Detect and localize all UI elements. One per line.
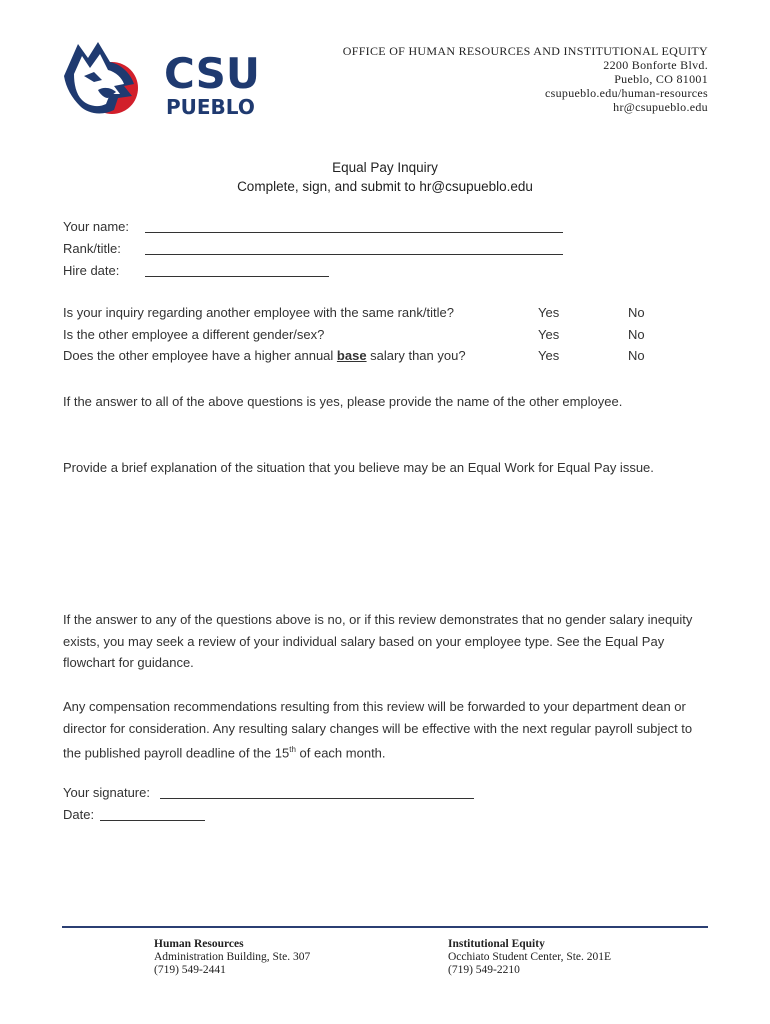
question-3-yes[interactable]: Yes — [538, 348, 560, 363]
question-3-no[interactable]: No — [628, 348, 645, 363]
question-3 — [63, 348, 466, 363]
footer-ie-title: Institutional Equity — [448, 938, 545, 950]
question-3-pre: Does the other employee have a higher annual — [63, 348, 337, 363]
compensation-text: Any compensation recommendations resulting from this review will be forwarded to your department dean or director for consideration. Any resulting salary changes will be effective with the next regular payroll subject to the published payroll deadline of the 15 — [63, 699, 693, 761]
compensation-paragraph — [63, 696, 703, 764]
csu-pueblo-logo — [58, 36, 278, 126]
rank-field[interactable] — [63, 241, 573, 259]
form-subtitle: Complete, sign, and submit to hr@csupueblo.edu — [237, 179, 533, 194]
footer-ie-location: Occhiato Student Center, Ste. 201E — [448, 951, 612, 963]
office-email[interactable]: hr@csupueblo.edu — [613, 100, 708, 114]
footer-hr-phone: (719) 549-2441 — [154, 964, 226, 976]
footer-rule — [62, 926, 708, 928]
footer-ie-phone: (719) 549-2210 — [448, 964, 520, 976]
form-heading — [0, 158, 770, 196]
rank-line[interactable] — [145, 254, 563, 255]
footer-hr-title: Human Resources — [154, 938, 244, 950]
date-line[interactable] — [100, 820, 205, 821]
hire-date-line[interactable] — [145, 276, 329, 277]
logo-csu-text: CSU — [164, 49, 260, 98]
question-1-no[interactable]: No — [628, 305, 645, 320]
compensation-text-end: of each month. — [295, 745, 386, 761]
question-2-no[interactable]: No — [628, 327, 645, 342]
logo-pueblo-text: PUEBLO — [166, 95, 255, 119]
hire-date-label: Hire date: — [63, 263, 120, 278]
office-city: Pueblo, CO 81001 — [614, 72, 708, 86]
name-field[interactable] — [63, 219, 573, 237]
office-street: 2200 Bonforte Blvd. — [603, 58, 708, 72]
office-web[interactable]: csupueblo.edu/human-resources — [545, 86, 708, 100]
signature-line[interactable] — [160, 798, 474, 799]
signature-label: Your signature: — [63, 785, 150, 800]
name-label: Your name: — [63, 219, 130, 234]
hire-date-field[interactable] — [63, 263, 343, 281]
question-3-post: salary than you? — [366, 348, 466, 363]
salary-review-paragraph: If the answer to any of the questions above is no, or if this review demonstrates that no gender salary inequity exists, you may seek a review of your individual salary based on your employee type. See the Equal Pay flowchart for guidance. — [63, 612, 693, 670]
office-address — [343, 44, 708, 114]
question-3-emphasis: base — [336, 348, 367, 363]
signature-field[interactable] — [63, 785, 483, 803]
question-1-yes[interactable]: Yes — [538, 305, 560, 320]
date-label: Date: — [63, 807, 95, 822]
footer-hr-location: Administration Building, Ste. 307 — [154, 951, 311, 963]
date-field[interactable] — [63, 807, 213, 825]
question-2: Is the other employee a different gender/sex? — [63, 327, 325, 342]
ordinal-suffix: th — [289, 745, 296, 754]
explanation-instruction: Provide a brief explanation of the situation that you believe may be an Equal Work for Equal Pay issue. — [63, 460, 654, 475]
office-name: OFFICE OF HUMAN RESOURCES AND INSTITUTIONAL EQUITY — [342, 44, 708, 58]
name-line[interactable] — [145, 232, 563, 233]
footer-ie — [448, 938, 611, 977]
footer-hr — [154, 938, 310, 977]
other-employee-instruction: If the answer to all of the above questions is yes, please provide the name of the other employee. — [63, 394, 623, 409]
form-title: Equal Pay Inquiry — [332, 160, 438, 175]
question-1: Is your inquiry regarding another employee with the same rank/title? — [63, 305, 454, 320]
question-2-yes[interactable]: Yes — [538, 327, 560, 342]
rank-label: Rank/title: — [63, 241, 121, 256]
